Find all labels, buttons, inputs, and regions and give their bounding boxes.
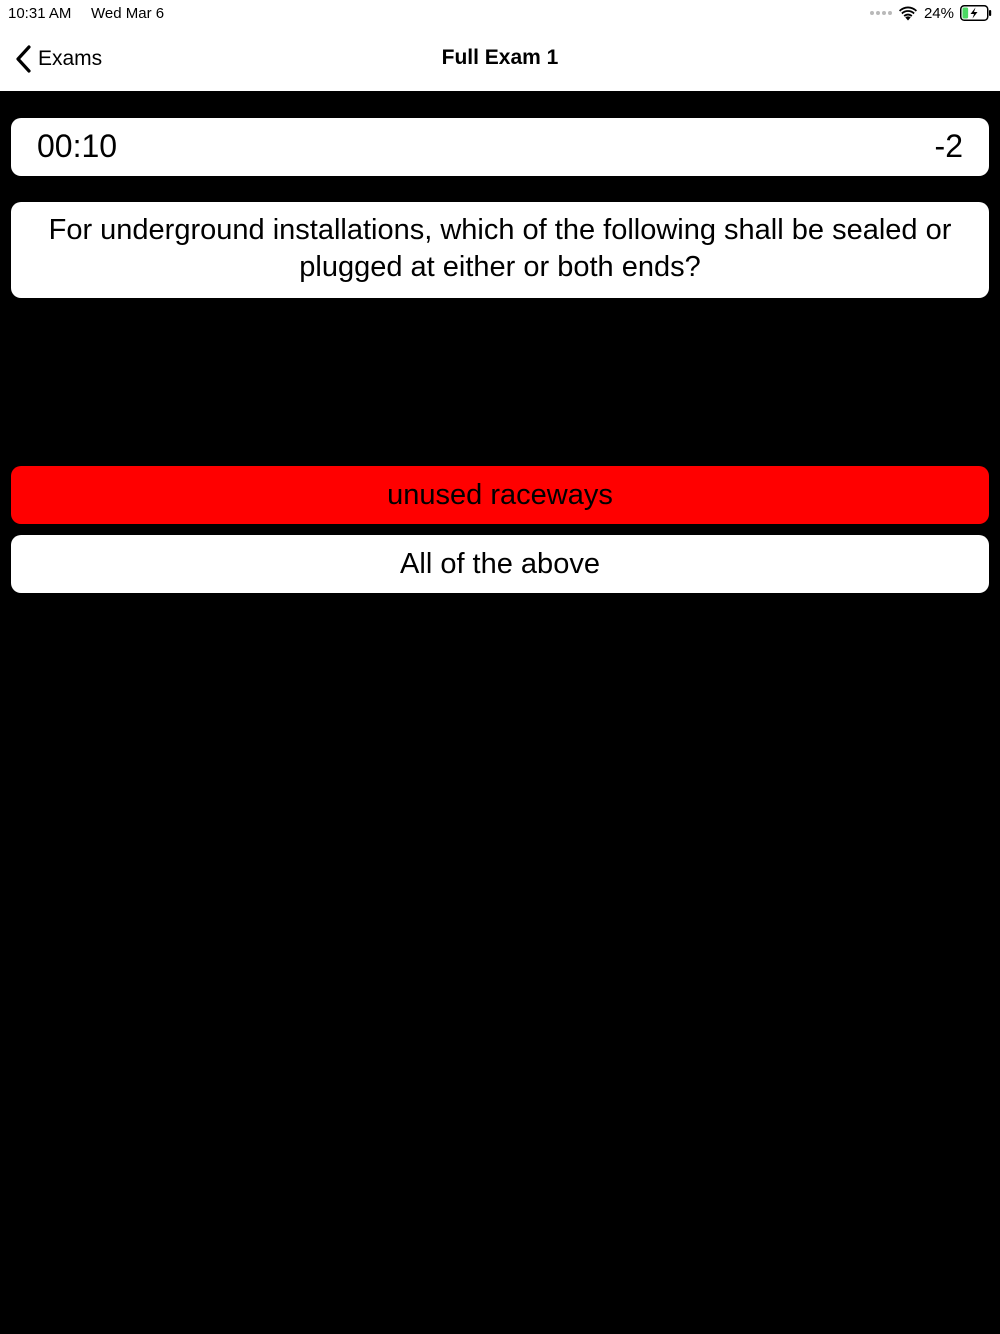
- answer-option[interactable]: [11, 535, 989, 593]
- score-counter: -2: [934, 128, 963, 164]
- question-card: [11, 202, 989, 298]
- page-title: Full Exam 1: [441, 46, 559, 69]
- status-indicators: [870, 4, 992, 22]
- timer-card: [11, 118, 989, 176]
- navigation-bar: [0, 26, 1000, 91]
- answer-option-label: unused raceways: [387, 479, 613, 511]
- back-button-label: Exams: [38, 47, 103, 70]
- status-date: Wed Mar 6: [91, 5, 165, 22]
- answer-option-incorrect[interactable]: [11, 466, 989, 524]
- status-time: 10:31 AM: [8, 5, 72, 22]
- question-text: For underground installations, which of the following shall be sealed or plugged at either or both ends?: [48, 214, 952, 283]
- status-bar: [0, 0, 1000, 26]
- battery-percentage: 24%: [923, 4, 954, 22]
- cellular-signal-icon: [870, 11, 892, 15]
- answer-option-label: All of the above: [400, 548, 600, 580]
- wifi-icon: [898, 6, 918, 21]
- elapsed-timer: 00:10: [37, 128, 118, 164]
- battery-charging-icon: [960, 5, 992, 21]
